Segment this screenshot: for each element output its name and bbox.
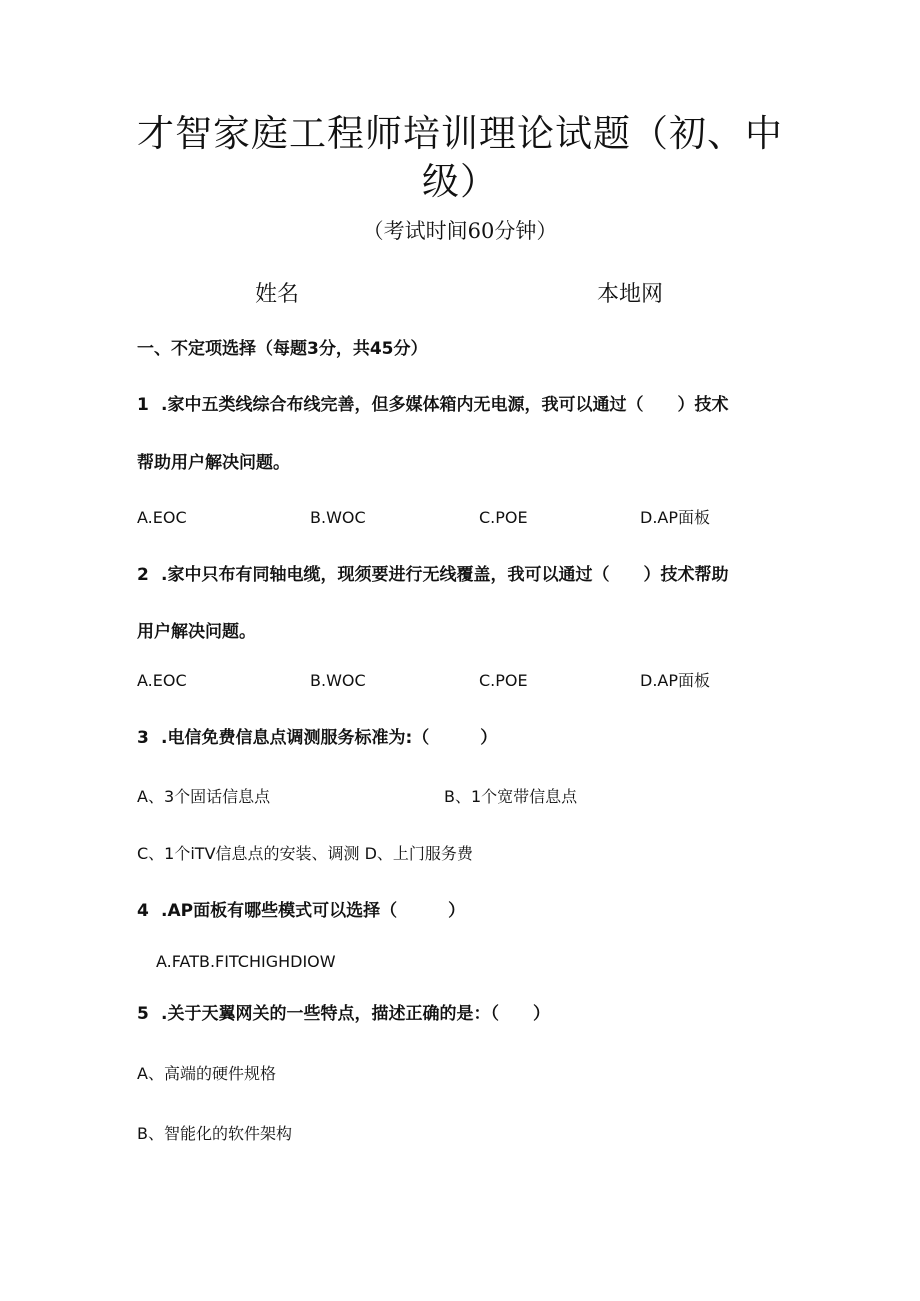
question-text: .电信免费信息点调测服务标准为:（ ） — [161, 728, 498, 748]
question-text: .AP面板有哪些模式可以选择（ ） — [161, 901, 466, 921]
q2-option-a: A.EOC — [137, 671, 187, 690]
question-text: .家中只布有同轴电缆，现须要进行无线覆盖，我可以通过（ ）技术帮助 — [161, 565, 729, 585]
name-field-label: 姓名 — [255, 282, 300, 307]
question-1-continuation: 帮助用户解决问题。 — [137, 453, 290, 473]
question-text: .家中五类线综合布线完善，但多媒体箱内无电源，我可以通过（ ）技术 — [161, 395, 729, 415]
question-number: 3 — [137, 728, 149, 748]
q5-option-a: A、高端的硬件规格 — [137, 1064, 276, 1083]
q1-option-b: B.WOC — [310, 508, 366, 527]
q1-option-a: A.EOC — [137, 508, 187, 527]
q1-option-d: D.AP面板 — [640, 508, 711, 527]
question-3 — [137, 725, 497, 751]
q2-option-b: B.WOC — [310, 671, 366, 690]
exam-duration: （考试时间60分钟） — [362, 219, 558, 243]
question-2-continuation: 用户解决问题。 — [137, 622, 256, 642]
question-2 — [137, 562, 728, 588]
section-heading: 一、不定项选择（每题3分，共45分） — [137, 339, 428, 359]
page-title: 才智家庭工程师培训理论试题（初、中级） — [137, 112, 783, 203]
q2-option-c: C.POE — [479, 671, 528, 690]
question-1 — [137, 392, 728, 418]
region-field-label: 本地网 — [597, 282, 664, 307]
q1-option-c: C.POE — [479, 508, 528, 527]
question-4 — [137, 898, 465, 924]
q3-option-b: B、1个宽带信息点 — [444, 787, 578, 806]
q5-option-b: B、智能化的软件架构 — [137, 1124, 292, 1143]
question-number: 2 — [137, 565, 149, 585]
question-5 — [137, 1001, 550, 1027]
question-number: 4 — [137, 901, 149, 921]
q3-option-cd: C、1个iTV信息点的安装、调测 D、上门服务费 — [137, 844, 473, 863]
question-text: .关于天翼网关的一些特点，描述正确的是：（ ） — [161, 1004, 550, 1024]
question-number: 1 — [137, 395, 149, 415]
question-number: 5 — [137, 1004, 149, 1024]
q3-option-a: A、3个固话信息点 — [137, 787, 271, 806]
q2-option-d: D.AP面板 — [640, 671, 711, 690]
q4-options: A.FATB.FITCHIGHDIOW — [156, 952, 336, 971]
